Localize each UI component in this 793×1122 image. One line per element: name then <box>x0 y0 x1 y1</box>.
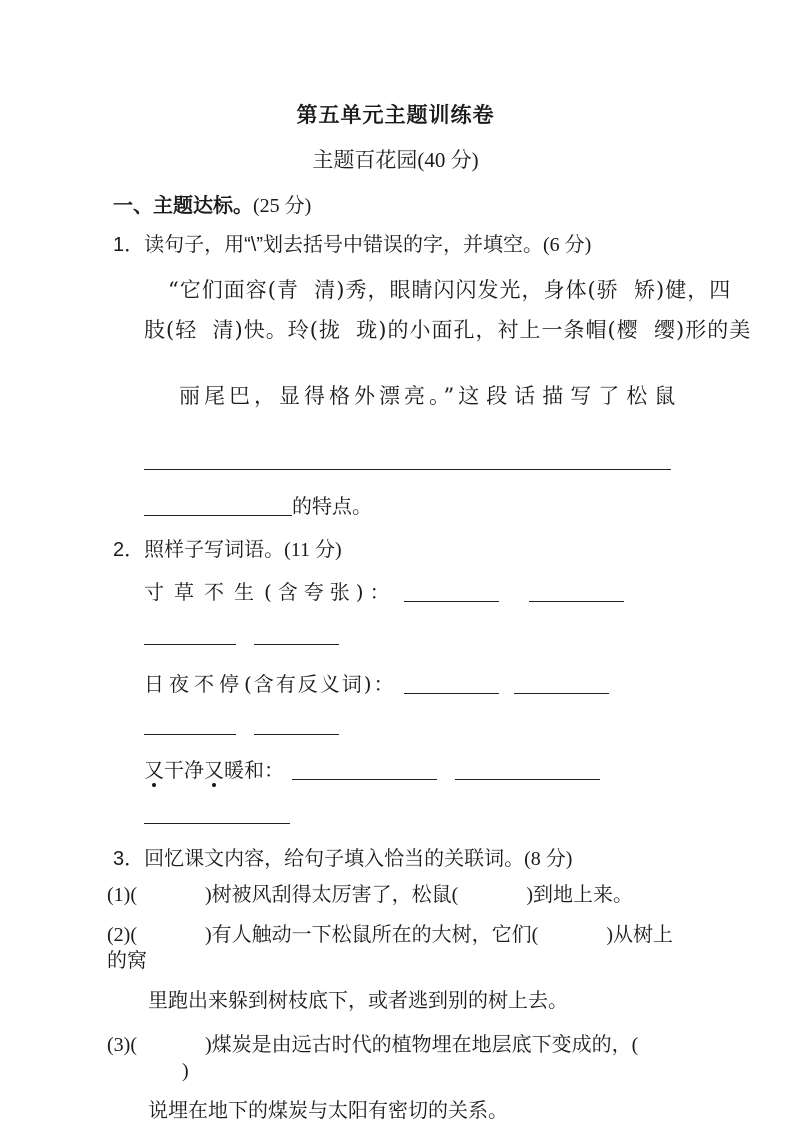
question-1-label <box>113 232 678 258</box>
example-word-1: 寸草不生 <box>144 582 264 604</box>
answer-blank <box>404 581 499 602</box>
question-3-score: (8 分) <box>524 848 573 870</box>
word-part: 暖和： <box>224 760 284 782</box>
section-1-heading <box>113 193 678 219</box>
item-text: 从树上的窝 <box>107 924 674 972</box>
answer-blank <box>514 673 609 694</box>
word-pattern-row-2 <box>113 670 678 698</box>
item-number: (3) <box>107 1034 131 1056</box>
answer-blank <box>144 803 290 824</box>
q3-item-2-continuation: 里跑出来躲到树枝底下，或者逃到别的树上去。 <box>148 990 568 1012</box>
passage-line-3 <box>144 357 683 436</box>
page-subtitle <box>113 147 678 174</box>
q3-item-3 <box>107 1032 678 1084</box>
page-title: 第五单元主题训练卷 <box>296 104 495 127</box>
emphasized-char: 又 <box>144 760 164 782</box>
word-pattern-row-3-blanks <box>113 800 678 828</box>
question-1-text: 1．读句子，用“\”划去括号中错误的字，并填空。 <box>113 234 543 256</box>
question-2-score: (11 分) <box>284 539 342 561</box>
item-text: 有人触动一下松鼠所在的大树，它们 <box>211 924 532 946</box>
word-pattern-row-2-blanks <box>113 711 678 739</box>
item-text: 到地上来。 <box>533 884 634 906</box>
close-paren: ) <box>182 1060 189 1082</box>
answer-blank <box>254 714 339 735</box>
subtitle-text: 主题百花园 <box>312 149 418 172</box>
q3-item-1 <box>107 882 678 908</box>
section-1-score: (25 分) <box>253 195 312 217</box>
fill-suffix: 的特点。 <box>292 496 372 518</box>
answer-blank <box>292 759 437 780</box>
question-3-label <box>113 846 678 872</box>
word-pattern-row-1 <box>113 578 678 606</box>
example-hint-1: (含夸张)： <box>264 580 396 604</box>
close-paren: ) <box>205 924 212 946</box>
answer-blank <box>404 673 499 694</box>
open-paren: ( <box>531 924 539 946</box>
item-number: (1) <box>107 884 131 906</box>
item-number: (2) <box>107 924 131 946</box>
passage <box>113 277 752 436</box>
emphasized-char: 又 <box>204 760 224 782</box>
open-paren: ( <box>130 1034 137 1056</box>
passage-line-3-quote: 丽尾巴，显得格外漂亮。” <box>179 384 459 408</box>
word-pattern-row-1-blanks <box>113 621 678 649</box>
question-2-label <box>113 537 678 563</box>
question-2-text: 2．照样子写词语。 <box>113 539 285 561</box>
answer-blank <box>144 495 292 516</box>
answer-blank <box>455 759 600 780</box>
subtitle-score: (40 分) <box>417 148 479 172</box>
open-paren: ( <box>631 1034 639 1056</box>
close-paren: ) <box>205 1034 212 1056</box>
word-pattern-row-3 <box>113 756 678 784</box>
passage-conclusion-text: 这段话描写了松鼠 <box>458 385 683 408</box>
answer-line <box>144 469 671 470</box>
example-word-2: 日夜不停 <box>144 674 244 696</box>
answer-blank <box>144 714 236 735</box>
close-paren: ) <box>526 884 534 906</box>
fill-blank-line <box>113 492 678 520</box>
item-text: 树被风刮得太厉害了，松鼠 <box>211 884 452 906</box>
open-paren: ( <box>451 884 459 906</box>
answer-blank <box>529 581 624 602</box>
open-paren: ( <box>130 884 137 906</box>
answer-blank <box>254 624 339 645</box>
item-text: 煤炭是由远古时代的植物埋在地层底下变成的， <box>211 1034 632 1056</box>
close-paren: ) <box>606 924 614 946</box>
answer-blank <box>144 624 236 645</box>
q3-item-3-continuation: 说埋在地下的煤炭与太阳有密切的关系。 <box>148 1100 508 1122</box>
passage-line-1: “它们面容(青 清)秀，眼睛闪闪发光，身体(骄 矫)健，四 <box>168 278 732 302</box>
section-1-title: 一、主题达标。 <box>113 195 253 217</box>
q3-item-2 <box>107 922 678 974</box>
question-1-score: (6 分) <box>543 234 592 256</box>
example-word-3 <box>144 760 284 782</box>
open-paren: ( <box>130 924 137 946</box>
close-paren: ) <box>205 884 212 906</box>
example-hint-2: (含有反义词)： <box>244 672 396 696</box>
passage-line-2: 肢(轻 清)快。玲(拢 珑)的小面孔，衬上一条帽(樱 缨)形的美 <box>144 318 752 342</box>
question-3-text: 3．回忆课文内容，给句子填入恰当的关联词。 <box>113 848 525 870</box>
word-part: 干净 <box>164 760 204 782</box>
